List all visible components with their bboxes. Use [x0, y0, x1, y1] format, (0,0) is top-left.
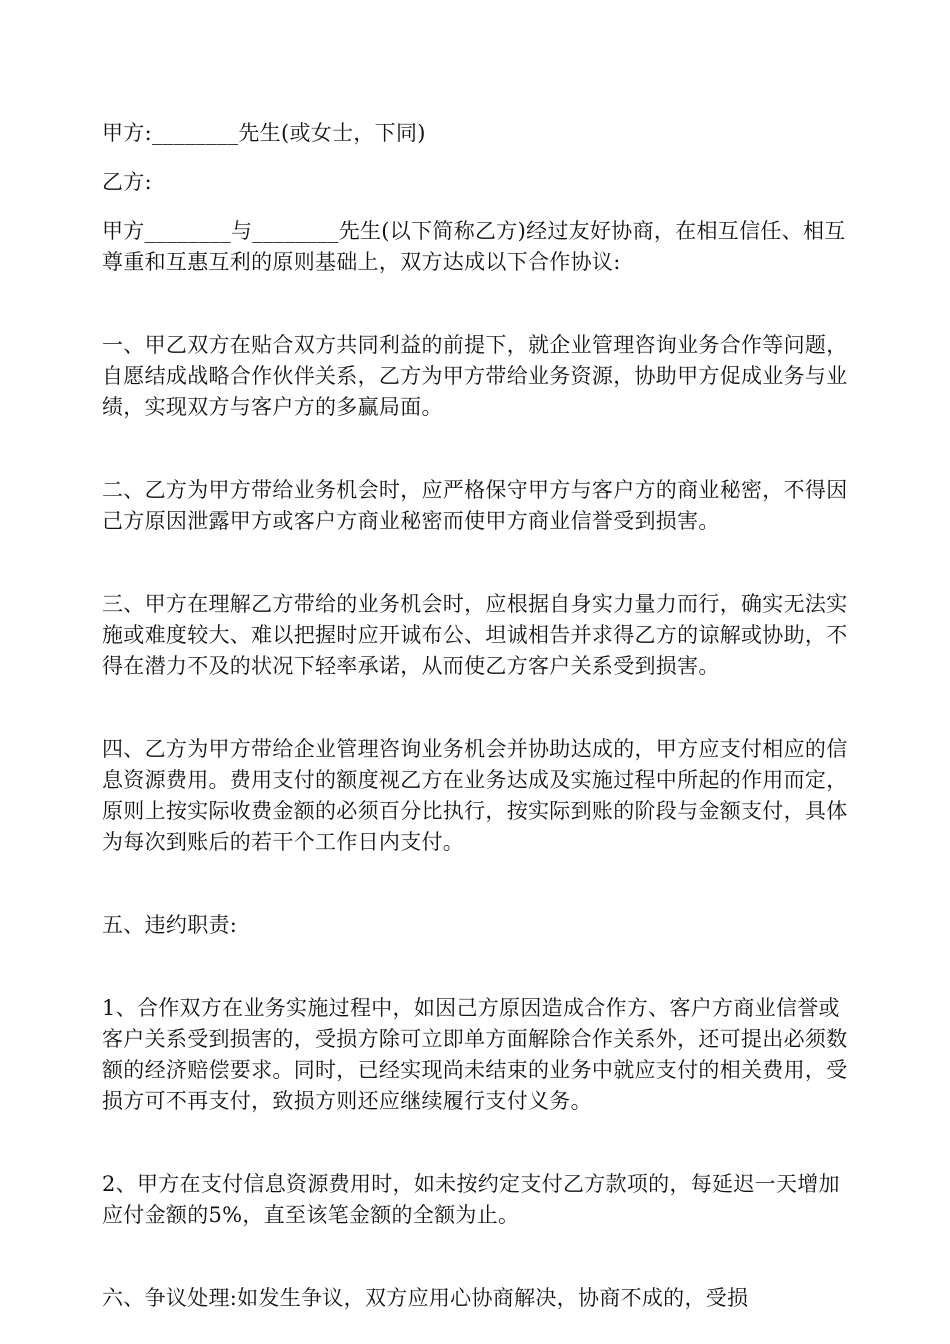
clause-3: 三、甲方在理解乙方带给的业务机会时，应根据自身实力量力而行，确实无法实施或难度较大、难以把握时应开诚布公、坦诚相告并求得乙方的谅解或协助，不得在潜力不及的状况下轻率承诺，从而使乙方客户关系受到损害。 — [102, 592, 848, 678]
clause-6-partial: 六、争议处理:如发生争议，双方应用心协商解决，协商不成的，受损 — [102, 1286, 749, 1310]
clause-5-item-2: 2、甲方在支付信息资源费用时，如未按约定支付乙方款项的，每延迟一天增加应付金额的5%，直至该笔金额的全额为止。 — [102, 1172, 840, 1227]
clause-2: 二、乙方为甲方带给业务机会时，应严格保守甲方与客户方的商业秘密，不得因己方原因泄露甲方或客户方商业秘密而使甲方商业信誉受到损害。 — [102, 478, 848, 533]
clause-5-heading: 五、违约职责: — [102, 913, 238, 937]
clause-1: 一、甲乙双方在贴合双方共同利益的前提下，就企业管理咨询业务合作等问题，自愿结成战略合作伙伴关系，乙方为甲方带给业务资源，协助甲方促成业务与业绩，实现双方与客户方的多赢局面。 — [102, 333, 848, 419]
party-a-line: 甲方:________先生(或女士，下同) — [102, 121, 426, 145]
clause-5-item-1: 1、合作双方在业务实施过程中，如因己方原因造成合作方、客户方商业信誉或客户关系受到损害的，受损方除可立即单方面解除合作关系外，还可提出必须数额的经济赔偿要求。同时，已经实现尚未结束的业务中就应支付的相关费用，受损方可不再支付，致损方则还应继续履行支付义务。 — [102, 996, 848, 1113]
intro-paragraph: 甲方________与________先生(以下简称乙方)经过友好协商，在相互信任、相互尊重和互惠互利的原则基础上，双方达成以下合作协议: — [102, 219, 846, 274]
clause-4: 四、乙方为甲方带给企业管理咨询业务机会并协助达成的，甲方应支付相应的信息资源费用。费用支付的额度视乙方在业务达成及实施过程中所起的作用而定，原则上按实际收费金额的必须百分比执行，按实际到账的阶段与金额支付，具体为每次到账后的若干个工作日内支付。 — [102, 737, 848, 854]
party-b-line: 乙方: — [102, 170, 152, 194]
agreement-body — [102, 118, 854, 1314]
